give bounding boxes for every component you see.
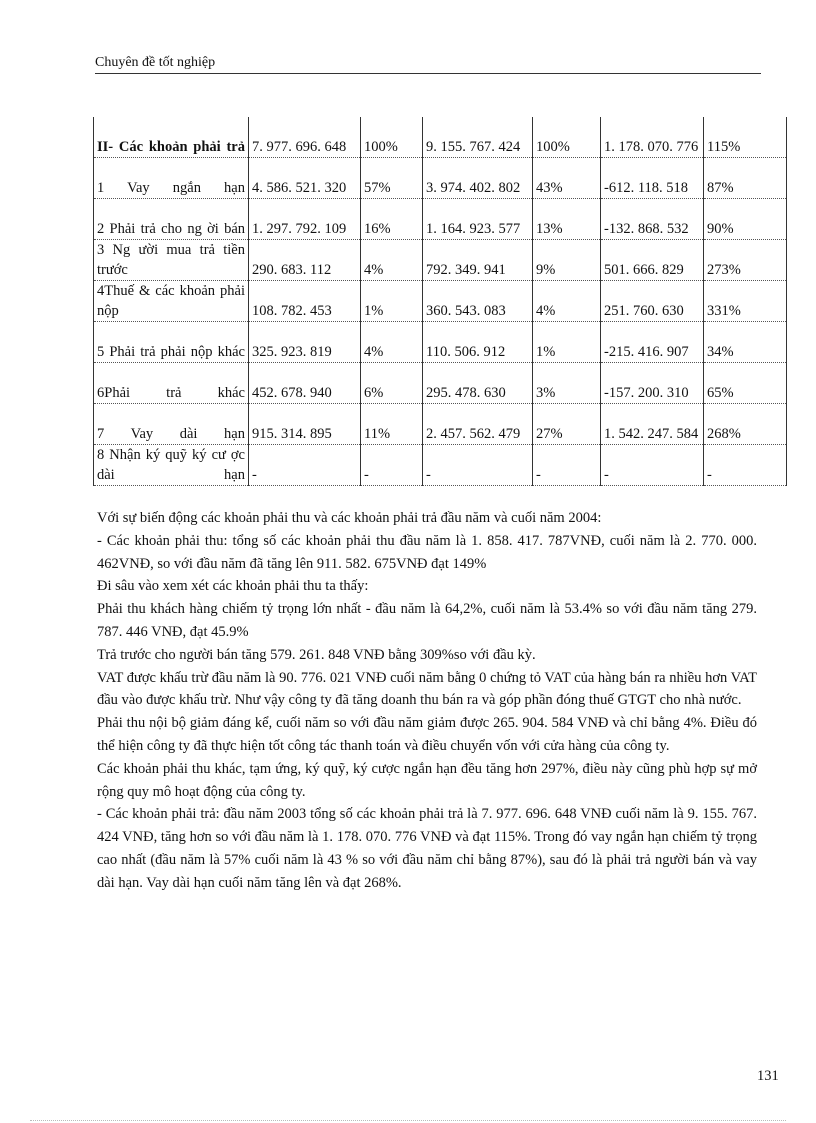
cell-end-pct: 4% — [533, 281, 601, 322]
paragraph: Đi sâu vào xem xét các khoản phải thu ta thấy: — [97, 578, 369, 595]
cell-change-pct: 34% — [704, 322, 787, 363]
row-label: 4Thuế & các khoản phải nộp — [94, 281, 249, 322]
paragraph: - Các khoản phải thu: tổng số các khoản phải thu đầu năm là 1. 858. 417. 787VNĐ, cuối năm là 2. 770. 000. 462VNĐ, so với đầu năm đã tăng lên 911. 582. 675VNĐ đạt 149% — [97, 532, 757, 572]
cell-end-value: 2. 457. 562. 479 — [423, 404, 533, 445]
payables-table — [93, 117, 787, 486]
cell-change-pct: 268% — [704, 404, 787, 445]
row-label: 3 Ng ười mua trả tiền trước — [94, 240, 249, 281]
cell-end-pct: 100% — [533, 117, 601, 158]
table-row — [94, 117, 787, 158]
header-rule — [95, 73, 761, 74]
cell-change-pct: 90% — [704, 199, 787, 240]
cell-change-value: -157. 200. 310 — [601, 363, 704, 404]
paragraph: Các khoản phải thu khác, tạm ứng, ký quỹ, ký cược ngắn hạn đều tăng hơn 297%, điều này cũng phù hợp sự mở rộng quy mô hoạt động của công ty. — [97, 760, 757, 800]
cell-start-value: - — [249, 445, 361, 486]
cell-start-value: 7. 977. 696. 648 — [249, 117, 361, 158]
cell-end-pct: 3% — [533, 363, 601, 404]
cell-change-value: - — [601, 445, 704, 486]
row-label: 5 Phải trả phải nộp khác — [94, 322, 249, 363]
cell-change-pct: 115% — [704, 117, 787, 158]
row-label: 1 Vay ngắn hạn — [94, 158, 249, 199]
table-row — [94, 240, 787, 281]
cell-change-value: 501. 666. 829 — [601, 240, 704, 281]
page-header-title: Chuyên đề tốt nghiệp — [95, 55, 216, 70]
row-label: 8 Nhận ký quỹ ký cư ợc dài hạn — [94, 445, 249, 486]
paragraph: Phải thu nội bộ giảm đáng kể, cuối năm so với đầu năm giảm được 265. 904. 584 VNĐ và chỉ bằng 4%. Điều đó thể hiện công ty đã thực hiện tốt công tác thanh toán và điều chuyển vốn với cửa hàng của công ty. — [97, 715, 757, 754]
cell-change-value: 1. 542. 247. 584 — [601, 404, 704, 445]
cell-start-pct: 4% — [361, 240, 423, 281]
cell-end-value: 1. 164. 923. 577 — [423, 199, 533, 240]
paragraph: VAT được khấu trừ đầu năm là 90. 776. 021 VNĐ cuối năm bằng 0 chứng tỏ VAT của hàng bán ra nhiều hơn VAT đầu vào được khấu trừ. Như vậy công ty đã tăng doanh thu bán ra và góp phần đóng thuế GTGT cho nhà nước. — [97, 669, 757, 709]
cell-change-pct: 87% — [704, 158, 787, 199]
cell-start-pct: 100% — [361, 117, 423, 158]
analysis-text — [97, 507, 757, 895]
paragraph: - Các khoản phải trả: đầu năm 2003 tổng số các khoản phải trả là 7. 977. 696. 648 VNĐ cuối năm là 9. 155. 767. 424 VNĐ, tăng hơn so với đầu năm là 1. 178. 070. 776 VNĐ và đạt 115%. Trong đó vay ngắn hạn chiếm tỷ trọng cao nhất (đầu năm là 57% cuối năm là 43 % so với đầu năm chỉ bằng 87%), sau đó là phải trả người bán và vay dài hạn. Vay dài hạn cuối năm tăng lên và đạt 268%. — [97, 806, 757, 891]
row-label: II- Các khoản phải trả — [94, 117, 249, 158]
cell-end-value: 3. 974. 402. 802 — [423, 158, 533, 199]
cell-change-value: -132. 868. 532 — [601, 199, 704, 240]
cell-start-pct: 4% — [361, 322, 423, 363]
cell-end-pct: - — [533, 445, 601, 486]
row-label: 2 Phải trả cho ng ời bán — [94, 199, 249, 240]
page-bottom-rule — [30, 1120, 786, 1121]
cell-start-pct: 6% — [361, 363, 423, 404]
cell-end-pct: 43% — [533, 158, 601, 199]
cell-change-pct: 65% — [704, 363, 787, 404]
cell-change-value: -612. 118. 518 — [601, 158, 704, 199]
row-label: 7 Vay dài hạn — [94, 404, 249, 445]
cell-start-value: 4. 586. 521. 320 — [249, 158, 361, 199]
paragraph: Phải thu khách hàng chiếm tỷ trọng lớn nhất - đầu năm là 64,2%, cuối năm là 53.4% so với đầu năm tăng 279. 787. 446 VNĐ, đạt 45.9% — [97, 601, 757, 640]
cell-change-value: 1. 178. 070. 776 — [601, 117, 704, 158]
cell-end-value: 9. 155. 767. 424 — [423, 117, 533, 158]
table-row — [94, 158, 787, 199]
cell-change-value: 251. 760. 630 — [601, 281, 704, 322]
cell-start-value: 1. 297. 792. 109 — [249, 199, 361, 240]
cell-end-value: 792. 349. 941 — [423, 240, 533, 281]
cell-change-pct: 273% — [704, 240, 787, 281]
cell-start-value: 108. 782. 453 — [249, 281, 361, 322]
cell-start-pct: 11% — [361, 404, 423, 445]
table-row — [94, 363, 787, 404]
table-row — [94, 322, 787, 363]
cell-start-value: 452. 678. 940 — [249, 363, 361, 404]
cell-start-value: 290. 683. 112 — [249, 240, 361, 281]
cell-start-pct: 57% — [361, 158, 423, 199]
cell-end-pct: 1% — [533, 322, 601, 363]
cell-change-pct: 331% — [704, 281, 787, 322]
paragraph: Trả trước cho người bán tăng 579. 261. 848 VNĐ bằng 309%so với đầu kỳ. — [97, 646, 536, 663]
cell-end-pct: 9% — [533, 240, 601, 281]
cell-start-value: 325. 923. 819 — [249, 322, 361, 363]
paragraph: Với sự biến động các khoản phải thu và các khoản phải trả đầu năm và cuối năm 2004: — [97, 510, 602, 526]
page-number: 131 — [757, 1068, 779, 1084]
cell-end-value: 110. 506. 912 — [423, 322, 533, 363]
cell-change-pct: - — [704, 445, 787, 486]
cell-start-value: 915. 314. 895 — [249, 404, 361, 445]
cell-start-pct: 1% — [361, 281, 423, 322]
cell-change-value: -215. 416. 907 — [601, 322, 704, 363]
cell-end-value: 295. 478. 630 — [423, 363, 533, 404]
table-row — [94, 281, 787, 322]
table-row — [94, 199, 787, 240]
cell-start-pct: - — [361, 445, 423, 486]
table-row — [94, 404, 787, 445]
cell-end-value: - — [423, 445, 533, 486]
cell-start-pct: 16% — [361, 199, 423, 240]
table-row — [94, 445, 787, 486]
cell-end-pct: 13% — [533, 199, 601, 240]
cell-end-value: 360. 543. 083 — [423, 281, 533, 322]
row-label: 6Phải trả khác — [94, 363, 249, 404]
cell-end-pct: 27% — [533, 404, 601, 445]
